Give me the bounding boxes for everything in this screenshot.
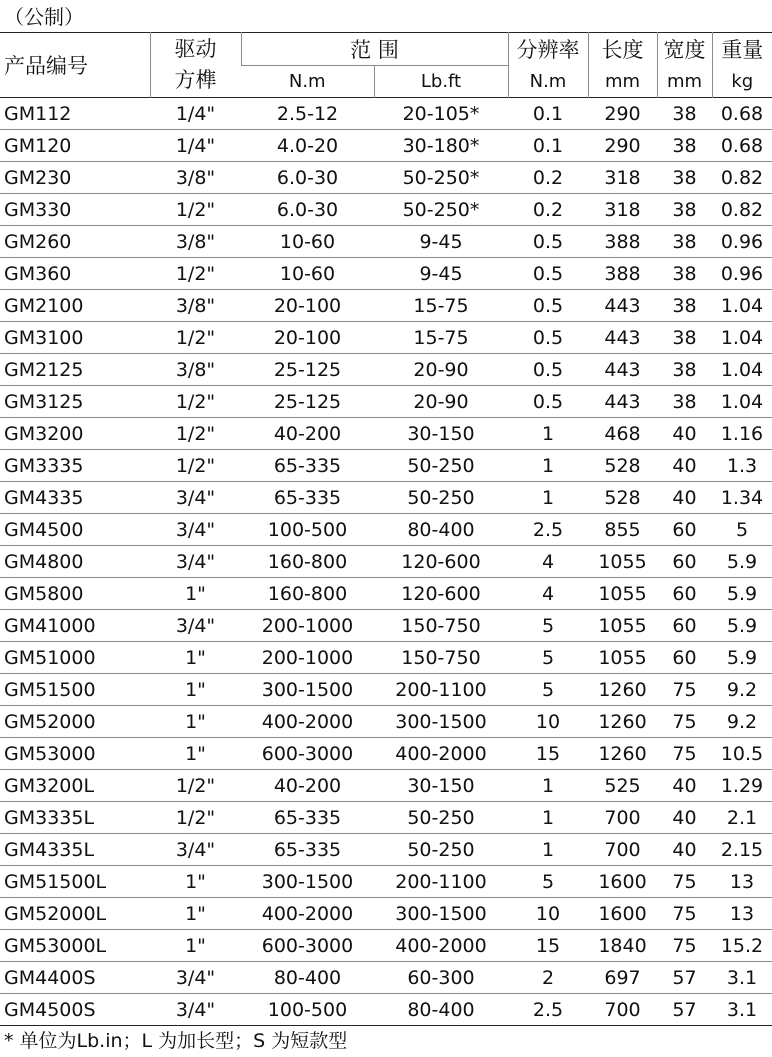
table-row: [0, 962, 772, 994]
cell-model: GM3125: [0, 386, 150, 418]
cell-length: 1055: [588, 578, 657, 610]
cell-model: GM230: [0, 162, 150, 194]
cell-width: 38: [657, 98, 712, 130]
cell-drive: 3/4": [150, 834, 241, 866]
cell-weight: 15.2: [712, 930, 772, 962]
cell-drive: 1/2": [150, 770, 241, 802]
table-header: [0, 33, 772, 98]
cell-resolution: 2.5: [508, 514, 588, 546]
table-row: [0, 706, 772, 738]
cell-range-nm: 100-500: [241, 514, 374, 546]
cell-model: GM4800: [0, 546, 150, 578]
table-row: [0, 642, 772, 674]
cell-resolution: 0.5: [508, 226, 588, 258]
table-body: [0, 98, 772, 1026]
cell-resolution: 0.1: [508, 130, 588, 162]
cell-resolution: 0.1: [508, 98, 588, 130]
table-row: [0, 290, 772, 322]
cell-resolution: 1: [508, 482, 588, 514]
cell-drive: 3/4": [150, 546, 241, 578]
cell-width: 40: [657, 450, 712, 482]
cell-model: GM51000: [0, 642, 150, 674]
cell-width: 40: [657, 482, 712, 514]
cell-width: 75: [657, 930, 712, 962]
cell-width: 38: [657, 258, 712, 290]
spec-table: [0, 32, 772, 1026]
cell-model: GM53000L: [0, 930, 150, 962]
cell-resolution: 5: [508, 674, 588, 706]
cell-length: 318: [588, 162, 657, 194]
cell-range-lbft: 50-250: [374, 834, 508, 866]
cell-model: GM360: [0, 258, 150, 290]
cell-weight: 3.1: [712, 994, 772, 1026]
cell-length: 700: [588, 994, 657, 1026]
cell-model: GM41000: [0, 610, 150, 642]
cell-range-lbft: 150-750: [374, 610, 508, 642]
cell-weight: 0.82: [712, 162, 772, 194]
table-row: [0, 674, 772, 706]
cell-model: GM4335L: [0, 834, 150, 866]
cell-model: GM2100: [0, 290, 150, 322]
cell-model: GM3200: [0, 418, 150, 450]
cell-range-nm: 2.5-12: [241, 98, 374, 130]
cell-resolution: 0.5: [508, 322, 588, 354]
cell-range-nm: 4.0-20: [241, 130, 374, 162]
table-row: [0, 418, 772, 450]
cell-range-nm: 160-800: [241, 578, 374, 610]
cell-length: 388: [588, 226, 657, 258]
cell-drive: 1": [150, 898, 241, 930]
cell-range-lbft: 300-1500: [374, 706, 508, 738]
cell-drive: 1/4": [150, 98, 241, 130]
cell-model: GM3100: [0, 322, 150, 354]
cell-range-lbft: 50-250: [374, 802, 508, 834]
cell-weight: 0.68: [712, 130, 772, 162]
cell-weight: 0.96: [712, 226, 772, 258]
cell-range-lbft: 400-2000: [374, 930, 508, 962]
cell-weight: 1.04: [712, 354, 772, 386]
cell-drive: 1": [150, 866, 241, 898]
header-length-unit: mm: [588, 66, 657, 98]
table-row: [0, 546, 772, 578]
cell-range-nm: 25-125: [241, 354, 374, 386]
cell-weight: 5.9: [712, 546, 772, 578]
cell-width: 75: [657, 706, 712, 738]
cell-range-nm: 20-100: [241, 290, 374, 322]
cell-length: 528: [588, 450, 657, 482]
cell-width: 38: [657, 386, 712, 418]
table-row: [0, 610, 772, 642]
cell-drive: 1/2": [150, 258, 241, 290]
cell-weight: 5.9: [712, 610, 772, 642]
cell-weight: 9.2: [712, 674, 772, 706]
cell-length: 525: [588, 770, 657, 802]
cell-drive: 3/8": [150, 162, 241, 194]
cell-range-nm: 10-60: [241, 226, 374, 258]
cell-resolution: 2: [508, 962, 588, 994]
cell-range-lbft: 50-250*: [374, 162, 508, 194]
cell-range-nm: 25-125: [241, 386, 374, 418]
cell-drive: 1/4": [150, 130, 241, 162]
cell-length: 388: [588, 258, 657, 290]
cell-width: 40: [657, 418, 712, 450]
cell-range-lbft: 30-150: [374, 418, 508, 450]
cell-length: 700: [588, 802, 657, 834]
header-model: 产品编号: [4, 54, 88, 78]
cell-model: GM5800: [0, 578, 150, 610]
cell-weight: 1.34: [712, 482, 772, 514]
cell-range-lbft: 50-250*: [374, 194, 508, 226]
cell-model: GM51500L: [0, 866, 150, 898]
cell-model: GM51500: [0, 674, 150, 706]
cell-drive: 1": [150, 674, 241, 706]
cell-resolution: 10: [508, 706, 588, 738]
cell-width: 60: [657, 514, 712, 546]
table-row: [0, 834, 772, 866]
cell-range-nm: 65-335: [241, 834, 374, 866]
cell-range-lbft: 9-45: [374, 226, 508, 258]
header-drive-line2: 方榫: [174, 68, 217, 92]
cell-length: 1260: [588, 674, 657, 706]
cell-drive: 1/2": [150, 450, 241, 482]
table-row: [0, 386, 772, 418]
cell-width: 75: [657, 674, 712, 706]
header-weight-unit: kg: [712, 66, 772, 98]
cell-range-nm: 400-2000: [241, 898, 374, 930]
cell-width: 38: [657, 162, 712, 194]
cell-model: GM3335L: [0, 802, 150, 834]
cell-range-lbft: 20-90: [374, 386, 508, 418]
cell-range-lbft: 15-75: [374, 290, 508, 322]
cell-range-lbft: 400-2000: [374, 738, 508, 770]
cell-drive: 3/8": [150, 354, 241, 386]
cell-weight: 1.04: [712, 386, 772, 418]
cell-range-lbft: 300-1500: [374, 898, 508, 930]
header-weight: 重量: [712, 33, 772, 66]
table-row: [0, 578, 772, 610]
cell-length: 1840: [588, 930, 657, 962]
cell-range-nm: 20-100: [241, 322, 374, 354]
cell-range-nm: 65-335: [241, 450, 374, 482]
cell-range-lbft: 80-400: [374, 514, 508, 546]
cell-drive: 3/8": [150, 290, 241, 322]
cell-range-lbft: 80-400: [374, 994, 508, 1026]
cell-model: GM52000: [0, 706, 150, 738]
cell-drive: 3/4": [150, 610, 241, 642]
cell-range-lbft: 30-150: [374, 770, 508, 802]
cell-resolution: 5: [508, 866, 588, 898]
cell-range-lbft: 150-750: [374, 642, 508, 674]
header-width: 宽度: [657, 33, 712, 66]
cell-model: GM4500: [0, 514, 150, 546]
cell-range-nm: 65-335: [241, 802, 374, 834]
cell-weight: 5.9: [712, 578, 772, 610]
cell-range-nm: 10-60: [241, 258, 374, 290]
cell-length: 1600: [588, 866, 657, 898]
cell-resolution: 15: [508, 738, 588, 770]
header-drive: [150, 33, 241, 98]
cell-width: 75: [657, 866, 712, 898]
cell-range-nm: 6.0-30: [241, 162, 374, 194]
cell-resolution: 4: [508, 578, 588, 610]
cell-drive: 1/2": [150, 322, 241, 354]
cell-range-lbft: 200-1100: [374, 866, 508, 898]
table-row: [0, 738, 772, 770]
cell-resolution: 0.5: [508, 354, 588, 386]
cell-drive: 1": [150, 706, 241, 738]
cell-range-nm: 40-200: [241, 418, 374, 450]
cell-drive: 1": [150, 738, 241, 770]
header-drive-line1: 驱动: [174, 37, 217, 61]
cell-length: 1260: [588, 738, 657, 770]
cell-resolution: 2.5: [508, 994, 588, 1026]
cell-width: 38: [657, 290, 712, 322]
cell-weight: 9.2: [712, 706, 772, 738]
cell-model: GM3335: [0, 450, 150, 482]
cell-range-nm: 300-1500: [241, 866, 374, 898]
cell-length: 443: [588, 322, 657, 354]
cell-resolution: 0.5: [508, 258, 588, 290]
cell-resolution: 0.2: [508, 162, 588, 194]
cell-model: GM53000: [0, 738, 150, 770]
cell-resolution: 1: [508, 770, 588, 802]
table-row: [0, 226, 772, 258]
cell-length: 318: [588, 194, 657, 226]
cell-drive: 1": [150, 642, 241, 674]
header-resolution: 分辨率: [508, 33, 588, 66]
cell-resolution: 15: [508, 930, 588, 962]
cell-range-lbft: 200-1100: [374, 674, 508, 706]
cell-drive: 3/8": [150, 226, 241, 258]
cell-weight: 0.96: [712, 258, 772, 290]
cell-weight: 5.9: [712, 642, 772, 674]
cell-model: GM4400S: [0, 962, 150, 994]
cell-length: 855: [588, 514, 657, 546]
cell-range-lbft: 50-250: [374, 450, 508, 482]
cell-resolution: 0.5: [508, 290, 588, 322]
cell-width: 75: [657, 898, 712, 930]
table-row: [0, 514, 772, 546]
cell-weight: 1.29: [712, 770, 772, 802]
cell-weight: 1.16: [712, 418, 772, 450]
header-range-lbft: Lb.ft: [374, 66, 508, 98]
cell-width: 57: [657, 962, 712, 994]
cell-range-nm: 65-335: [241, 482, 374, 514]
cell-resolution: 1: [508, 418, 588, 450]
cell-range-lbft: 9-45: [374, 258, 508, 290]
cell-range-lbft: 15-75: [374, 322, 508, 354]
cell-width: 38: [657, 354, 712, 386]
table-row: [0, 994, 772, 1026]
cell-length: 443: [588, 354, 657, 386]
footnote: * 单位为Lb.in；L 为加长型；S 为短款型: [4, 1030, 348, 1052]
cell-length: 697: [588, 962, 657, 994]
cell-drive: 1/2": [150, 386, 241, 418]
cell-weight: 0.68: [712, 98, 772, 130]
cell-model: GM120: [0, 130, 150, 162]
cell-width: 38: [657, 322, 712, 354]
table-row: [0, 98, 772, 130]
cell-weight: 10.5: [712, 738, 772, 770]
cell-model: GM4335: [0, 482, 150, 514]
cell-model: GM260: [0, 226, 150, 258]
cell-width: 40: [657, 834, 712, 866]
cell-range-nm: 100-500: [241, 994, 374, 1026]
cell-length: 1055: [588, 546, 657, 578]
cell-drive: 1/2": [150, 802, 241, 834]
cell-resolution: 10: [508, 898, 588, 930]
cell-length: 290: [588, 98, 657, 130]
cell-drive: 3/4": [150, 994, 241, 1026]
cell-weight: 2.1: [712, 802, 772, 834]
cell-width: 75: [657, 738, 712, 770]
cell-width: 57: [657, 994, 712, 1026]
header-range-nm: N.m: [288, 71, 326, 92]
cell-drive: 1/2": [150, 194, 241, 226]
table-row: [0, 770, 772, 802]
cell-length: 528: [588, 482, 657, 514]
header-range: 范 围: [241, 33, 508, 66]
cell-resolution: 0.2: [508, 194, 588, 226]
table-row: [0, 866, 772, 898]
cell-weight: 1.3: [712, 450, 772, 482]
cell-weight: 2.15: [712, 834, 772, 866]
cell-range-nm: 200-1000: [241, 642, 374, 674]
cell-length: 1055: [588, 610, 657, 642]
cell-range-lbft: 30-180*: [374, 130, 508, 162]
cell-resolution: 0.5: [508, 386, 588, 418]
cell-range-nm: 80-400: [241, 962, 374, 994]
table-row: [0, 162, 772, 194]
cell-weight: 1.04: [712, 322, 772, 354]
table-row: [0, 354, 772, 386]
table-row: [0, 322, 772, 354]
table-row: [0, 898, 772, 930]
table-row: [0, 930, 772, 962]
table-row: [0, 194, 772, 226]
cell-range-nm: 40-200: [241, 770, 374, 802]
header-length: 长度: [588, 33, 657, 66]
cell-range-lbft: 50-250: [374, 482, 508, 514]
cell-width: 60: [657, 546, 712, 578]
cell-resolution: 5: [508, 642, 588, 674]
cell-length: 443: [588, 290, 657, 322]
cell-width: 60: [657, 610, 712, 642]
table-row: [0, 482, 772, 514]
cell-resolution: 5: [508, 610, 588, 642]
header-resolution-unit: N.m: [508, 66, 588, 98]
table-row: [0, 450, 772, 482]
cell-range-nm: 600-3000: [241, 930, 374, 962]
cell-weight: 3.1: [712, 962, 772, 994]
cell-drive: 1": [150, 578, 241, 610]
cell-resolution: 1: [508, 450, 588, 482]
cell-weight: 13: [712, 866, 772, 898]
cell-weight: 13: [712, 898, 772, 930]
cell-drive: 1/2": [150, 418, 241, 450]
cell-range-lbft: 20-105*: [374, 98, 508, 130]
cell-range-nm: 400-2000: [241, 706, 374, 738]
cell-resolution: 1: [508, 834, 588, 866]
cell-model: GM52000L: [0, 898, 150, 930]
cell-width: 40: [657, 770, 712, 802]
cell-range-nm: 160-800: [241, 546, 374, 578]
cell-drive: 3/4": [150, 514, 241, 546]
cell-length: 468: [588, 418, 657, 450]
cell-range-nm: 300-1500: [241, 674, 374, 706]
table-row: [0, 130, 772, 162]
header-width-unit: mm: [657, 66, 712, 98]
table-caption: （公制）: [4, 5, 84, 29]
cell-width: 38: [657, 194, 712, 226]
cell-length: 443: [588, 386, 657, 418]
cell-weight: 1.04: [712, 290, 772, 322]
cell-length: 1260: [588, 706, 657, 738]
cell-length: 290: [588, 130, 657, 162]
cell-drive: 3/4": [150, 962, 241, 994]
cell-width: 40: [657, 802, 712, 834]
cell-range-lbft: 120-600: [374, 578, 508, 610]
cell-range-nm: 200-1000: [241, 610, 374, 642]
table-row: [0, 258, 772, 290]
cell-range-lbft: 60-300: [374, 962, 508, 994]
cell-width: 38: [657, 130, 712, 162]
cell-drive: 1": [150, 930, 241, 962]
cell-length: 700: [588, 834, 657, 866]
cell-length: 1600: [588, 898, 657, 930]
table-row: [0, 802, 772, 834]
cell-width: 60: [657, 642, 712, 674]
cell-resolution: 4: [508, 546, 588, 578]
cell-width: 60: [657, 578, 712, 610]
cell-model: GM4500S: [0, 994, 150, 1026]
cell-weight: 0.82: [712, 194, 772, 226]
cell-range-nm: 600-3000: [241, 738, 374, 770]
cell-model: GM3200L: [0, 770, 150, 802]
cell-model: GM2125: [0, 354, 150, 386]
cell-width: 38: [657, 226, 712, 258]
cell-weight: 5: [712, 514, 772, 546]
cell-model: GM112: [0, 98, 150, 130]
cell-resolution: 1: [508, 802, 588, 834]
cell-range-lbft: 120-600: [374, 546, 508, 578]
cell-model: GM330: [0, 194, 150, 226]
cell-range-lbft: 20-90: [374, 354, 508, 386]
cell-range-nm: 6.0-30: [241, 194, 374, 226]
cell-length: 1055: [588, 642, 657, 674]
cell-drive: 3/4": [150, 482, 241, 514]
